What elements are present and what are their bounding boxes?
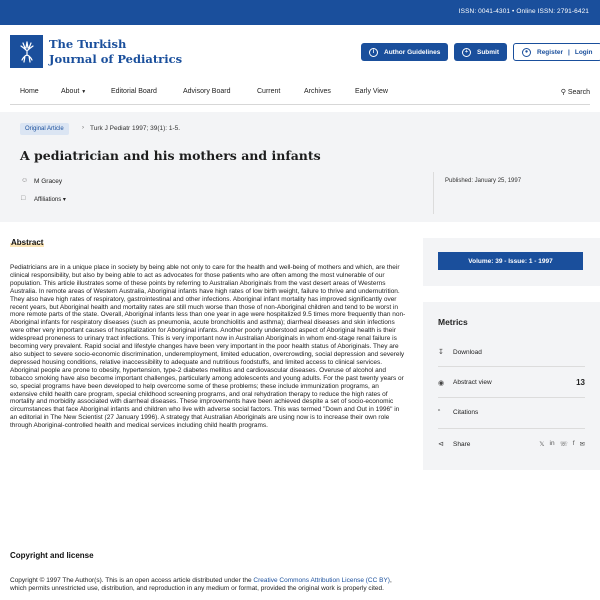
submit-button[interactable] — [454, 43, 507, 61]
nav-about-label: About — [61, 88, 80, 95]
affiliations-label: Affiliations — [34, 197, 62, 203]
register-link[interactable]: Register — [537, 48, 564, 56]
article-citation: Turk J Pediatr 1997; 39(1): 1-5. — [90, 125, 181, 132]
issn-text: ISSN: 0041-4301 • Online ISSN: 2791-6421 — [458, 8, 589, 15]
login-link[interactable]: Login — [574, 48, 593, 56]
search-icon: ⚲ — [560, 89, 566, 96]
search-label: Search — [567, 89, 590, 96]
nav-advisory-board[interactable]: Advisory Board — [183, 88, 231, 95]
chevron-down-icon: ▼ — [81, 89, 87, 95]
download-label: Download — [453, 348, 482, 356]
copyright-text-end: , which permits unrestricted use, distribution, and reproduction in any medium or format, provided the original work is properly cited. — [10, 577, 392, 592]
abstract-heading: Abstract — [11, 238, 44, 247]
x-twitter-icon[interactable]: 𝕏 — [539, 441, 545, 448]
divider — [433, 172, 434, 214]
divider — [438, 366, 585, 367]
copyright-text — [10, 577, 408, 593]
top-bar — [0, 0, 600, 25]
nav-editorial-board[interactable]: Editorial Board — [111, 88, 157, 95]
nav-about[interactable] — [61, 88, 86, 95]
copyright-heading: Copyright and license — [10, 551, 94, 560]
share-icons — [539, 440, 585, 448]
nav-archives[interactable]: Archives — [304, 88, 331, 95]
nav-early-view[interactable]: Early View — [355, 88, 388, 95]
share-icon: ⊲ — [438, 441, 444, 448]
journal-title-line2: Journal of Pediatrics — [49, 51, 183, 66]
nav-home[interactable]: Home — [20, 88, 39, 95]
quote-icon: “ — [438, 409, 441, 416]
metrics-heading: Metrics — [438, 317, 468, 327]
abstract-text: Pediatricians are in a unique place in society by being able not only to care for the health and well-being of mothers and which, are their clinical responsibility, but also by being able to act as advocates for those patients who are often among the most vulnerable of our population. This article illustrates some of these points by referring to Australian Aboriginals from the vast desert areas of Westerns Australia. In remote areas of Western Australia, Aboriginal infants have high rates of low birth weight, failure to thrive and undernutrition. They also have high rates of respiratory, gastrointestinal and other infections. Aboriginal infant mortality has improved significantly over recent years, but Aboriginal health and mortality rates are still much worse than those of non-Aboriginal children and tend to be worst in more remote parts of the state. Overall, Aboriginal infants less than one year in age were hospitalized 9.5 times more frequently than non-Aboriginal infants for respiratory diseases (such as pneumonia, acute bronchiolitis and asthma); diarrheal diseases and skin infections were other very important causes of hospitalization for Aboriginal infants. Another poorly understood aspect of Aboriginal health is their widespread proneness to urinary tract infections. This is very important now in Australian Aboriginals in whom end-stage renal failure is becoming very prevalent. Rapid social and lifestyle changes have been very important in the poor health status of Aboriginals. They are also subject to severe socio-economic discrimination, underemployment, limited education, overcrowding, social depression and severely depressed housing conditions, relative inaccessibility to adequate and nutritious foodstuffs, and limited access to clinical services. Aboriginal people are prone to obesity, hypertension, type-2 diabetes mellitus and cardiovascular diseases. Overuse of alcohol and tobacco smoking have also become important challenges, particularly among adolescents and young adults. For the past twenty years or so, special programs have been developed to help overcome some of these problems; these include immunization programs, an extensive child health care program, special childhood screening programs, and oral rehydration therapy to reduce the high rates of mortality and morbidity associated with diarrheal diseases. These improvements have been achieved despite a set of socio-economic circumstances that face Aboriginal infants and children who live with adverse social factors. This was termed "Down and Out in 1996" in an editorial in The New Scientist (27 January 1996). A strategy that Australian Aboriginals are using now is to increase their own role through Aboriginal-controlled health and medical services including child health programs. — [10, 264, 406, 430]
author-guidelines-button[interactable] — [361, 43, 448, 61]
citations-button[interactable] — [438, 409, 585, 416]
journal-title-line1: The Turkish — [49, 36, 127, 51]
share-row — [438, 440, 585, 448]
email-icon[interactable]: ✉ — [579, 441, 585, 448]
nav-current[interactable]: Current — [257, 88, 281, 95]
article-title: A pediatrician and his mothers and infants — [20, 148, 321, 163]
article-type-badge[interactable]: Original Article — [20, 123, 69, 135]
register-login-button[interactable] — [513, 43, 600, 61]
facebook-icon[interactable]: f — [572, 440, 575, 447]
metrics-card — [423, 302, 600, 470]
abstract-view-count: 13 — [576, 378, 585, 387]
download-button[interactable] — [438, 348, 585, 356]
affiliations-toggle[interactable] — [34, 196, 66, 203]
info-icon: i — [369, 48, 378, 57]
share-label: Share — [453, 440, 471, 448]
submit-label: Submit — [477, 48, 500, 56]
abstract-view-row — [438, 378, 585, 387]
divider — [438, 397, 585, 398]
main-nav — [10, 82, 590, 105]
published-date: Published: January 25, 1997 — [445, 178, 522, 184]
article-header — [0, 112, 600, 222]
abstract-view-label: Abstract view — [453, 379, 492, 386]
citations-label: Citations — [453, 409, 479, 416]
user-icon: ● — [522, 48, 531, 57]
building-icon: □ — [21, 195, 26, 202]
journal-brand[interactable] — [10, 35, 182, 68]
divider — [438, 428, 585, 429]
cc-by-link[interactable]: Creative Commons Attribution License (CC BY) — [253, 577, 390, 584]
search-button[interactable] — [561, 88, 590, 96]
users-icon: ☺ — [21, 177, 29, 184]
journal-title — [49, 37, 182, 67]
plus-icon: + — [462, 48, 471, 57]
chevron-right-icon: › — [82, 125, 84, 131]
volume-issue-button[interactable]: Volume: 39 - Issue: 1 - 1997 — [438, 252, 583, 270]
deer-logo-icon — [10, 35, 43, 68]
download-icon: ↧ — [438, 349, 444, 356]
copyright-text-start: Copyright © 1997 The Author(s). This is an open access article distributed under the — [10, 577, 254, 584]
chevron-down-icon: ▾ — [62, 197, 66, 203]
eye-icon: ◉ — [438, 379, 445, 387]
linkedin-icon[interactable]: in — [549, 440, 555, 447]
divider: | — [568, 48, 570, 56]
author-name[interactable]: M Gracey — [34, 178, 63, 185]
volume-card — [423, 238, 600, 286]
whatsapp-icon[interactable]: ☏ — [559, 441, 568, 448]
author-guidelines-label: Author Guidelines — [384, 48, 441, 56]
